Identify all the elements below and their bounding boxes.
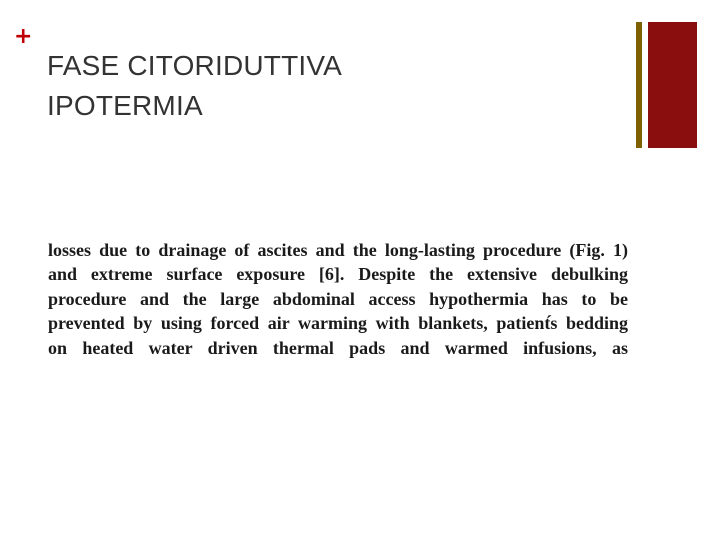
accent-bar-red [648, 22, 697, 148]
title-line-2: IPOTERMIA [47, 90, 203, 121]
slide-title [47, 46, 342, 126]
excerpt-line: and extreme surface exposure [6]. Despite the extensive debulking [48, 264, 628, 285]
plus-icon: + [14, 24, 33, 49]
excerpt-line: prevented by using forced air warming with blankets, patient́s bedding [48, 313, 628, 334]
title-line-1: FASE CITORIDUTTIVA [47, 50, 343, 81]
text-excerpt-image [48, 238, 628, 360]
excerpt-line: on heated water driven thermal pads and warmed infusions, as [48, 337, 628, 358]
excerpt-line: procedure and the large abdominal access hypothermia has to be [48, 288, 628, 309]
accent-bar-gold [636, 22, 642, 148]
excerpt-line: losses due to drainage of ascites and the long-lasting procedure (Fig. 1) [48, 240, 628, 260]
